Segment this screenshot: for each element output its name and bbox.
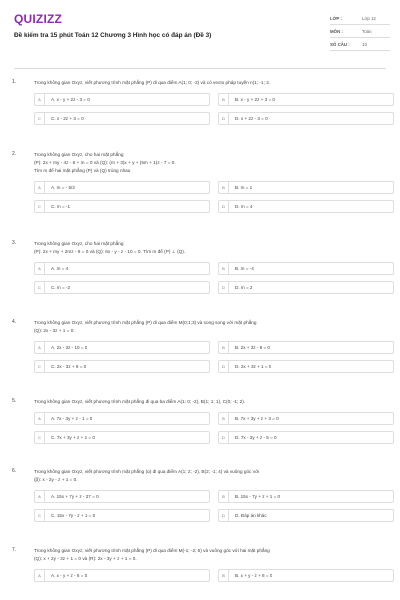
option-text: B. 2x + 3z - 9 = 0 (235, 345, 270, 350)
option-text: B. m = 1 (235, 185, 253, 190)
answer-options (34, 181, 400, 213)
option-text: C. 15x - 7y - z + 1 = 0 (51, 513, 96, 518)
answer-options (34, 412, 400, 444)
question-text: Trong không gian Oxyz, viết phương trình mặt phẳng (P) đi qua điểm M(-1; -2; 5) và vuông góc với hai mặt phẳng (Q): x + 2y - 3z + 1 = 0 và (R): 2x - 3y + z + 1 = 0. (34, 548, 270, 561)
meta-grade-value: Lớp 12 (362, 15, 376, 21)
option-text: D. 2x + 3z + 1 = 0 (235, 364, 272, 369)
option-letter: A (35, 490, 45, 503)
answer-options (34, 341, 400, 373)
answer-options (34, 262, 400, 294)
option-d[interactable] (218, 200, 394, 213)
option-letter: D (219, 112, 229, 125)
option-text: A. 15x + 7y + z - 27 = 0 (51, 494, 99, 499)
question-5 (12, 398, 400, 444)
option-b[interactable] (218, 181, 394, 194)
option-text: C. x - 2z + 3 = 0 (51, 116, 84, 121)
worksheet-header (14, 12, 386, 66)
option-c[interactable] (34, 200, 210, 213)
meta-count-value: 10 (362, 41, 367, 47)
question-number: 7. (12, 547, 17, 553)
option-d[interactable] (218, 431, 394, 444)
option-letter: A (35, 412, 45, 425)
option-letter: C (35, 360, 45, 373)
meta-subject-value: Toán (362, 28, 372, 34)
meta-count-label: SỐ CÂU : (330, 41, 350, 47)
question-1 (12, 79, 400, 125)
option-text: C. 7x + 3y + z + 1 = 0 (51, 435, 95, 440)
option-text: D. Đáp án khác (235, 513, 267, 518)
option-b[interactable] (218, 569, 394, 582)
question-text: Trong không gian Oxyz, cho hai mặt phẳng (P): 2x + my - 4z - 6 + m = 0 và (Q): (m + 3)x + y + (5m + 1)z - 7 = 0. Tìm m để hai mặt phẳng (P) và (Q) trùng nhau (34, 152, 176, 173)
option-b[interactable] (218, 93, 394, 106)
option-letter: B (219, 181, 229, 194)
option-letter: B (219, 341, 229, 354)
option-letter: A (35, 262, 45, 275)
option-a[interactable] (34, 412, 210, 425)
meta-subject-label: MÔN : (330, 28, 343, 34)
option-text: A. 7x - 3y + z - 1 = 0 (51, 416, 93, 421)
option-letter: B (219, 490, 229, 503)
option-text: A. x - y + 2z - 3 = 0 (51, 97, 90, 102)
question-3 (12, 240, 400, 294)
option-letter: A (35, 181, 45, 194)
option-letter: D (219, 509, 229, 522)
question-text: Trong không gian Oxyz, viết phương trình mặt phẳng (α) đi qua điểm A(1; 2; -2), B(2; -1; 4) và vuông góc với (β): x - 2y - z + 1 = 0. (34, 469, 260, 482)
question-text: Trong không gian Oxyz, viết phương trình mặt phẳng (P) đi qua điểm M(0;1;3) và song song với mặt phẳng (Q): 2x - 3z + 1 = 0. (34, 320, 257, 333)
option-text: A. m = - 5/2 (51, 185, 75, 190)
option-letter: C (35, 431, 45, 444)
question-4 (12, 319, 400, 373)
option-letter: B (219, 93, 229, 106)
meta-row-count (330, 38, 390, 51)
option-letter: D (219, 200, 229, 213)
meta-row-subject (330, 25, 390, 38)
option-a[interactable] (34, 93, 210, 106)
option-d[interactable] (218, 360, 394, 373)
option-text: D. x + 2z - 3 = 0 (235, 116, 268, 121)
meta-table (330, 12, 390, 51)
option-b[interactable] (218, 262, 394, 275)
option-a[interactable] (34, 181, 210, 194)
option-letter: C (35, 112, 45, 125)
option-text: A. 2x - 3z - 10 = 0 (51, 345, 88, 350)
option-c[interactable] (34, 509, 210, 522)
question-number: 1. (12, 79, 17, 85)
option-text: A. m = 4 (51, 266, 69, 271)
option-c[interactable] (34, 360, 210, 373)
document-title: Đề kiểm tra 15 phút Toán 12 Chương 3 Hình học có đáp án (Đề 3) (14, 32, 212, 39)
question-number: 4. (12, 319, 17, 325)
option-letter: C (35, 200, 45, 213)
question-number: 5. (12, 398, 17, 404)
option-a[interactable] (34, 262, 210, 275)
meta-grade-label: LỚP : (330, 15, 342, 21)
option-c[interactable] (34, 281, 210, 294)
option-text: D. m = 2 (235, 285, 253, 290)
meta-row-grade (330, 12, 390, 25)
answer-options (34, 93, 400, 125)
question-7 (12, 547, 400, 582)
option-text: C. m = -1 (51, 204, 71, 209)
question-2 (12, 151, 400, 213)
option-a[interactable] (34, 569, 210, 582)
question-6 (12, 468, 400, 522)
option-letter: B (219, 262, 229, 275)
option-c[interactable] (34, 431, 210, 444)
option-letter: D (219, 431, 229, 444)
quizizz-logo: QUIZIZZ (14, 12, 63, 26)
question-text: Trong không gian Oxyz, viết phương trình mặt phẳng đi qua ba điểm A(1; 0; -2), B(1; 1; 1), C(0; -1; 2). (34, 399, 246, 404)
option-a[interactable] (34, 490, 210, 503)
question-number: 2. (12, 151, 17, 157)
option-text: B. 7x + 3y + z + 3 = 0 (235, 416, 279, 421)
header-divider (14, 68, 386, 69)
option-b[interactable] (218, 341, 394, 354)
option-d[interactable] (218, 112, 394, 125)
option-c[interactable] (34, 112, 210, 125)
question-number: 3. (12, 240, 17, 246)
option-letter: D (219, 360, 229, 373)
answer-options (34, 569, 400, 582)
option-text: C. 2x - 3z + 9 = 0 (51, 364, 87, 369)
option-text: D. m = 4 (235, 204, 253, 209)
option-text: C. m = -2 (51, 285, 71, 290)
option-text: B. m = -4 (235, 266, 254, 271)
option-d[interactable] (218, 281, 394, 294)
option-letter: A (35, 569, 45, 582)
option-letter: B (219, 412, 229, 425)
option-letter: A (35, 341, 45, 354)
option-b[interactable] (218, 490, 394, 503)
option-b[interactable] (218, 412, 394, 425)
option-text: B. x - y + 2z + 3 = 0 (235, 97, 275, 102)
question-text: Trong không gian Oxyz, viết phương trình mặt phẳng (P) đi qua điểm A(1; 0; -2) và có vecto pháp tuyến n(1; -1; 2. (34, 80, 271, 85)
answer-options (34, 490, 400, 522)
option-letter: B (219, 569, 229, 582)
question-text: Trong không gian Oxyz, cho hai mặt phẳng (P): 2x + my + 2mz - 9 = 0 và (Q): 6x - y - z - 10 = 0. Tìm m để (P) ⊥ (Q). (34, 241, 186, 254)
option-text: B. 15x - 7y + z + 1 = 0 (235, 494, 281, 499)
option-text: A. x - y + z - 6 = 0 (51, 573, 88, 578)
question-number: 6. (12, 468, 17, 474)
option-a[interactable] (34, 341, 210, 354)
option-letter: A (35, 93, 45, 106)
option-text: D. 7x - 3y + z - 5 = 0 (235, 435, 277, 440)
option-letter: C (35, 509, 45, 522)
option-letter: D (219, 281, 229, 294)
option-text: B. x + y - z + 8 = 0 (235, 573, 273, 578)
option-d[interactable] (218, 509, 394, 522)
option-letter: C (35, 281, 45, 294)
